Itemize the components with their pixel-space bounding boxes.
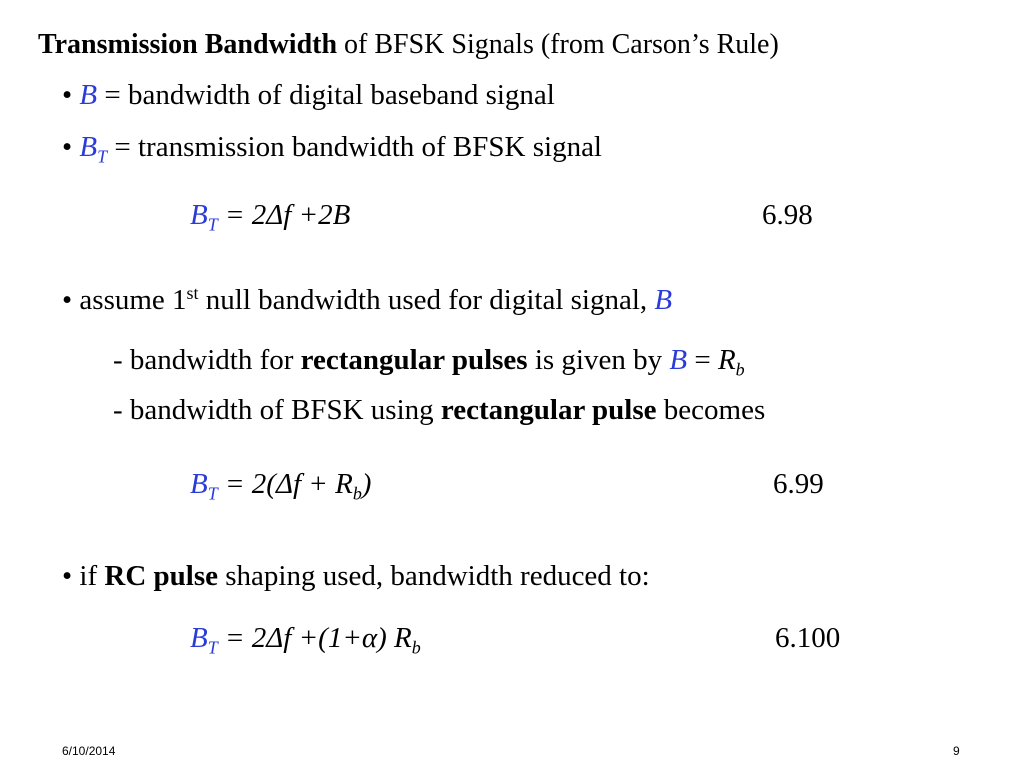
symbol-b: B bbox=[79, 79, 98, 111]
equation-number-6-99: 6.99 bbox=[773, 468, 824, 500]
equation-number-6-100: 6.100 bbox=[775, 622, 841, 654]
symbol-rb: $R_b$ bbox=[717, 344, 745, 380]
footer-date: 6/10/2014 bbox=[62, 744, 116, 758]
bullet-dot: • bbox=[62, 560, 73, 592]
equation-6-98 bbox=[190, 201, 350, 233]
b-definition-text: = bandwidth of digital baseband signal bbox=[97, 79, 555, 111]
bullet-dot: • bbox=[62, 131, 73, 163]
bullet-rc-pulse: • if RC pulse shaping used, bandwidth reduced to: bbox=[62, 560, 650, 592]
equation-6-99 bbox=[190, 470, 371, 502]
sub-bullet-rectangular-given: - bandwidth for rectangular pulses is given by $B = R_b$ bbox=[113, 344, 745, 380]
equation-lhs: $B_T$ bbox=[190, 199, 218, 235]
bt-definition-text: = transmission bandwidth of BFSK signal bbox=[107, 131, 602, 163]
bullet-dot: • bbox=[62, 283, 73, 316]
title-bold: Transmission Bandwidth bbox=[38, 29, 338, 60]
bullet-dot: • bbox=[62, 79, 73, 111]
equation-6-100 bbox=[190, 624, 421, 656]
equation-lhs: $B_T$ bbox=[190, 468, 218, 504]
sub-bullet-rectangular-becomes: - bandwidth of BFSK using rectangular pulse becomes bbox=[113, 394, 766, 426]
equation-rhs: = 2Δf +(1+α) $R_b$ bbox=[217, 622, 421, 658]
equation-rhs: = 2Δf +2B bbox=[217, 199, 351, 231]
symbol-b: B bbox=[654, 283, 673, 316]
bullet-assume-null: • assume 1st null bandwidth used for digital signal, B bbox=[62, 283, 673, 316]
title-rest: of BFSK Signals (from Carson’s Rule) bbox=[337, 29, 779, 60]
symbol-bt: $B_T$ bbox=[79, 131, 108, 167]
bullet-b-definition bbox=[62, 81, 555, 110]
slide-title bbox=[38, 31, 779, 59]
equation-rhs: = $2(\Delta f + R_b)$ bbox=[217, 468, 372, 504]
bullet-bt-definition bbox=[62, 133, 602, 165]
symbol-b: B bbox=[669, 344, 688, 376]
equation-number-6-98: 6.98 bbox=[762, 199, 813, 231]
footer-page-number: 9 bbox=[953, 744, 960, 758]
equation-lhs: $B_T$ bbox=[190, 622, 218, 658]
